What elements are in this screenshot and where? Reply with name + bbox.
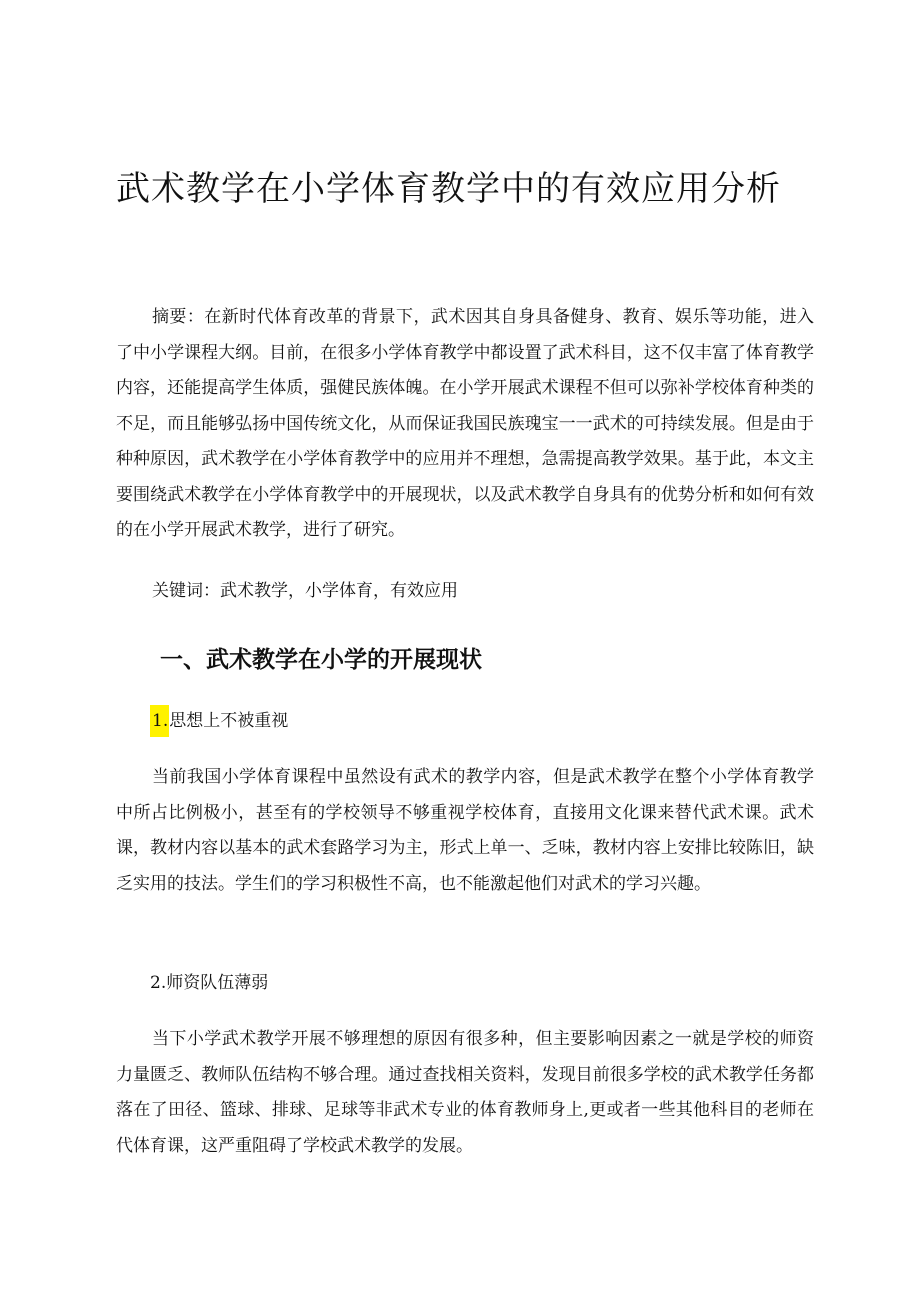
subsection-2-paragraph: 当下小学武术教学开展不够理想的原因有很多种，但主要影响因素之一就是学校的师资力量匮乏、教师队伍结构不够合理。通过查找相关资料，发现目前很多学校的武术教学任务都落在了田径、篮球、排球、足球等非武术专业的体育教师身上,更或者一些其他科目的老师在代体育课，这严重阻碍了学校武术教学的发展。 (116, 1029, 814, 1156)
document-title: 武术教学在小学体育教学中的有效应用分析 (116, 169, 781, 209)
subsection-heading-2: 2.师资队伍薄弱 (150, 973, 269, 993)
subsection-heading-1-text: 思想上不被重视 (169, 711, 289, 731)
abstract-paragraph: 摘要：在新时代体育改革的背景下，武术因其自身具备健身、教育、娱乐等功能，进入了中小学课程大纲。目前，在很多小学体育教学中都设置了武术科目，这不仅丰富了体育教学内容，还能提高学生体质，强健民族体魄。在小学开展武术课程不但可以弥补学校体育种类的不足，而且能够弘扬中国传统文化，从而保证我国民族瑰宝一一武术的可持续发展。但是由于种种原因，武术教学在小学体育教学中的应用并不理想，急需提高教学效果。基于此，本文主要围绕武术教学在小学体育教学中的开展现状，以及武术教学自身具有的优势分析和如何有效的在小学开展武术教学，进行了研究。 (116, 307, 814, 540)
subsection-heading-1 (150, 706, 288, 736)
section-heading-1: 一、武术教学在小学的开展现状 (160, 647, 482, 673)
subsection-1-paragraph: 当前我国小学体育课程中虽然设有武术的教学内容，但是武术教学在整个小学体育教学中所占比例极小，甚至有的学校领导不够重视学校体育，直接用文化课来替代武术课。武术课，教材内容以基本的武术套路学习为主，形式上单一、乏味，教材内容上安排比较陈旧，缺乏实用的技法。学生们的学习积极性不高，也不能激起他们对武术的学习兴趣。 (116, 767, 814, 894)
highlighted-number: 1. (150, 705, 169, 737)
keywords-line: 关键词：武术教学，小学体育，有效应用 (152, 581, 458, 601)
